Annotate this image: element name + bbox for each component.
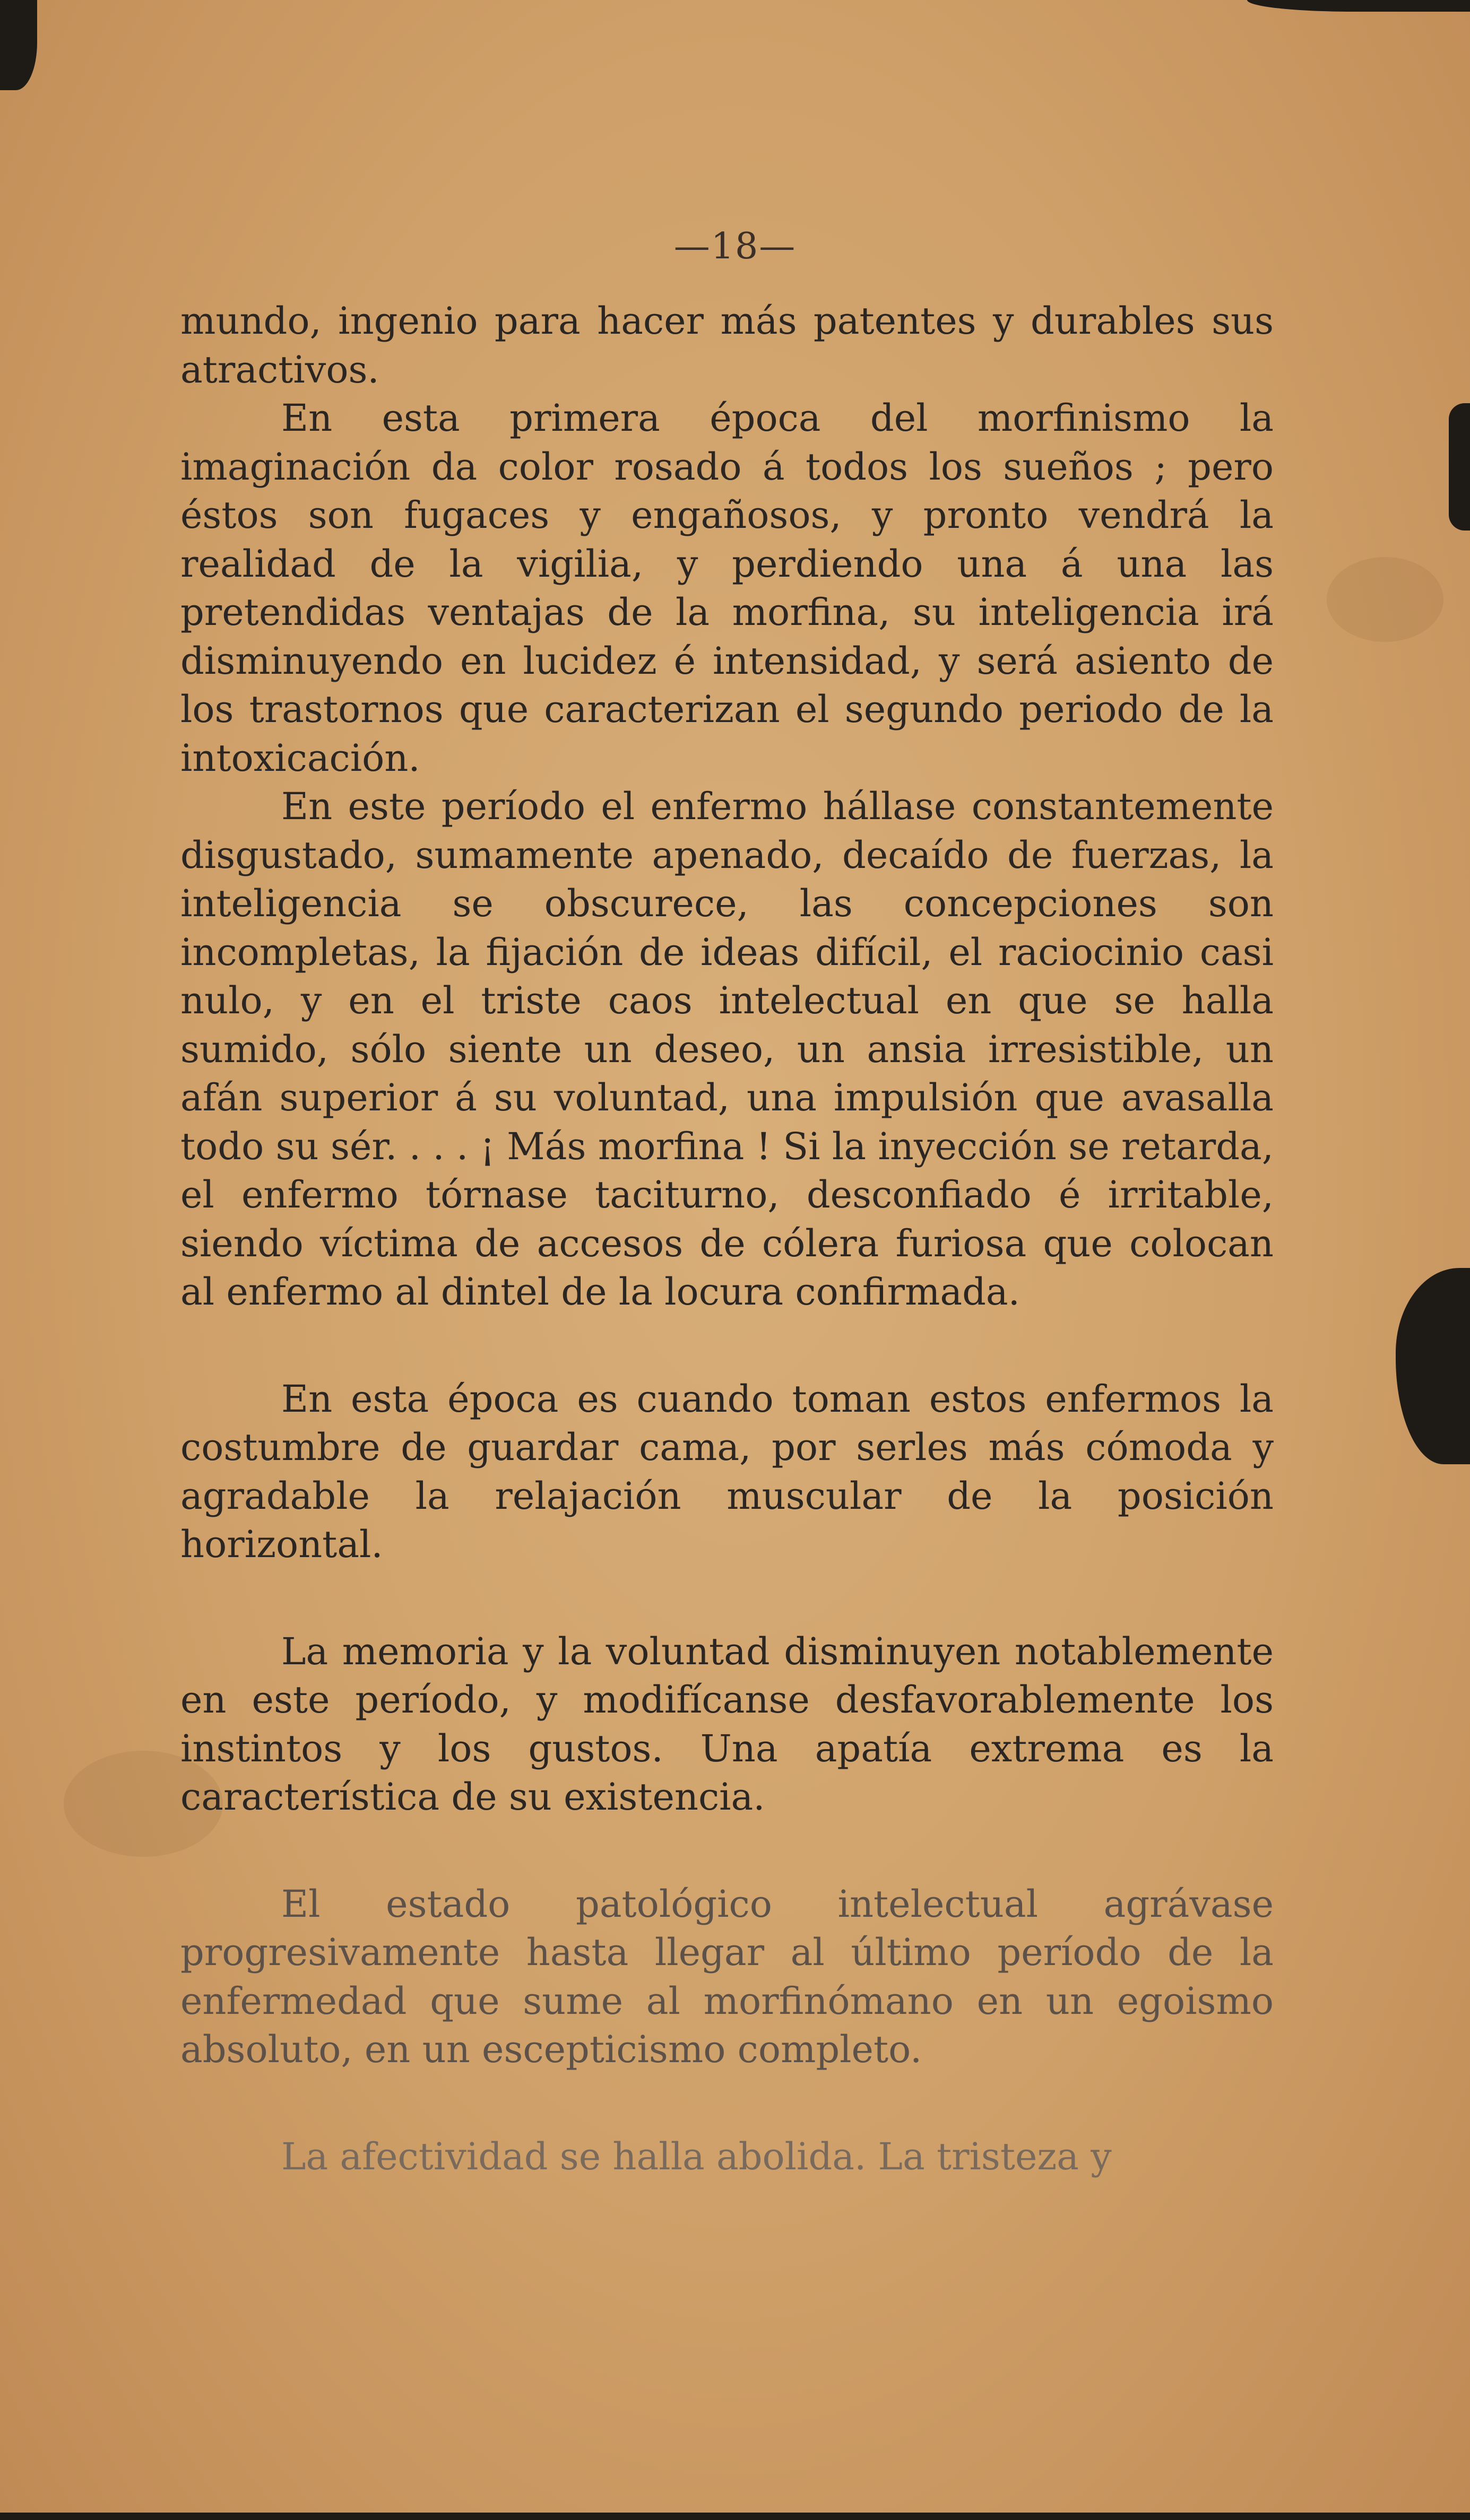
page-bottom-edge: [0, 2513, 1470, 2520]
paragraph: La afectividad se halla abolida. La tristeza y: [281, 2134, 1112, 2178]
paragraph: El estado patológico intelectual agrávase progresivamente hasta llegar al último período de la enfermedad que sume al morfinómano en un egoismo absoluto, en un escepticismo completo.: [180, 1882, 1274, 2071]
body-text: [180, 297, 1274, 2181]
page-number: —18—: [673, 225, 797, 267]
torn-edge-top-left: [0, 0, 37, 90]
paragraph: La memoria y la voluntad disminuyen notablemente en este período, y modifícanse desfavorablemente los instintos y los gustos. Una apatía extrema es la característica de su existencia.: [180, 1629, 1274, 1819]
torn-edge-right-upper: [1449, 403, 1470, 531]
torn-edge-right-notch: [1396, 1268, 1470, 1464]
paragraph: mundo, ingenio para hacer más patentes y durables sus atractivos.: [180, 299, 1274, 392]
paper-stain: [1327, 557, 1443, 642]
paragraph: En este período el enfermo hállase constantemente disgustado, sumamente apenado, decaído de fuerzas, la inteligencia se obscurece, las concepciones son incompletas, la fijación de ideas difícil, el raciocinio casi nulo, y en el triste caos intelectual en que se halla sumido, sólo siente un deseo, un ansia irresistible, un afán superior á su voluntad, una impulsión que avasalla todo su sér. . . . ¡ Más morfina ! Si la inyección se retarda, el enfermo tórnase taciturno, desconfiado é irritable, siendo víctima de accesos de cólera furiosa que colocan al enfermo al dintel de la locura confirmada.: [180, 785, 1274, 1314]
paragraph: En esta época es cuando toman estos enfermos la costumbre de guardar cama, por serles más cómoda y agradable la relajación muscular de la posición horizontal.: [180, 1377, 1274, 1566]
paragraph: En esta primera época del morfinismo la imaginación da color rosado á todos los sueños ; pero éstos son fugaces y engañosos, y pronto vendrá la realidad de la vigilia, y perdiendo una á una las pretendidas ventajas de la morfina, su inteligencia irá disminuyendo en lucidez é intensidad, y será asiento de los trastornos que caracterizan el segundo periodo de la intoxicación.: [180, 396, 1274, 780]
torn-edge-top-right: [1247, 0, 1470, 12]
